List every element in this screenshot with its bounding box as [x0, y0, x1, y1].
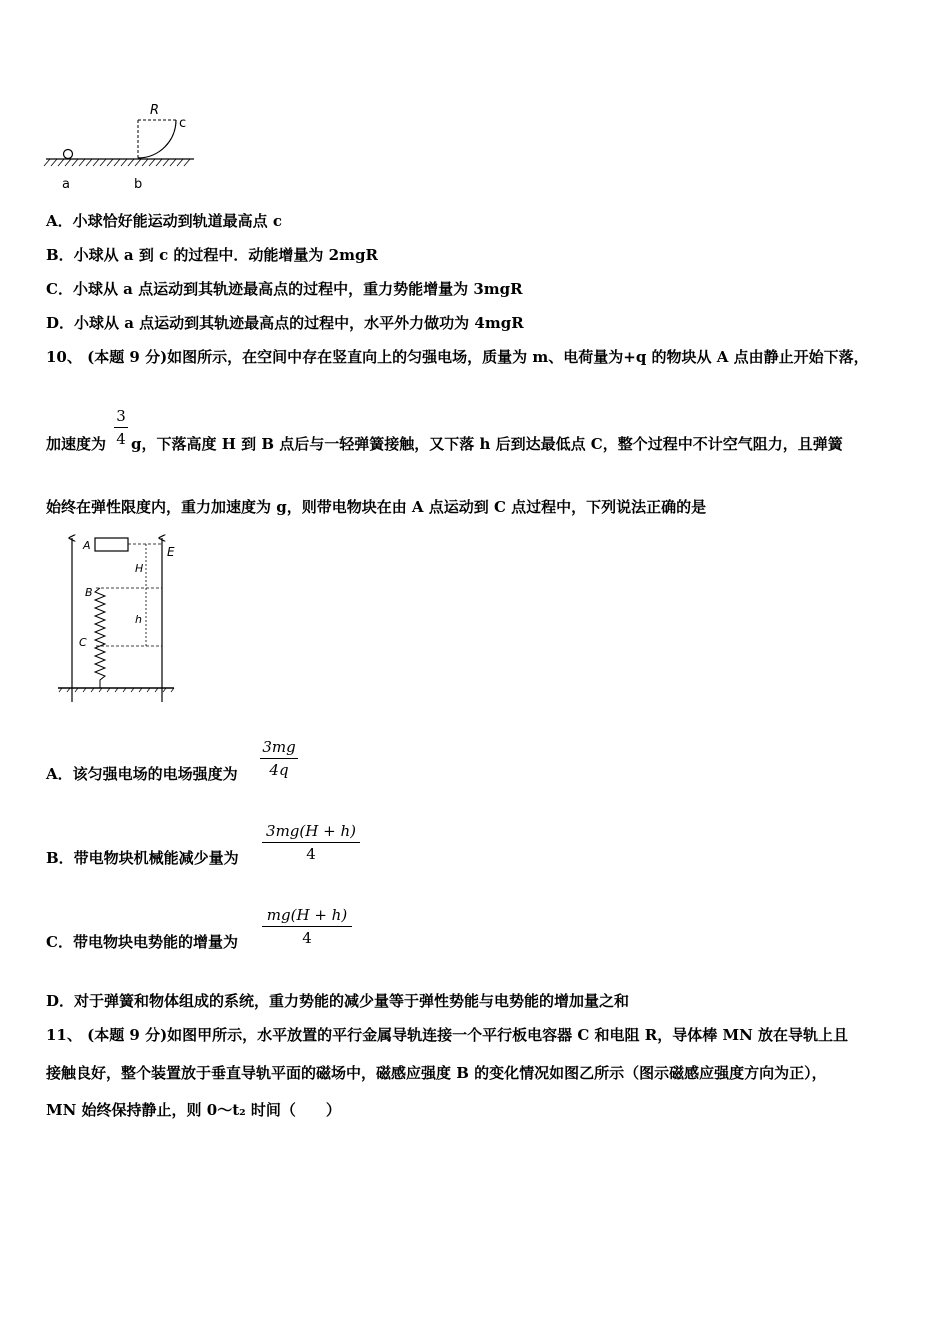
option-b-numerator: 3mg(H + h)	[266, 822, 356, 840]
spring-field-figure	[54, 530, 184, 705]
accel-numerator: 3	[116, 407, 126, 425]
q10-line-2-prefix: 加速度为	[46, 435, 107, 453]
q9-option-d: D．小球从 a 点运动到其轨迹最高点的过程中，水平外力做功为 4mgR	[46, 314, 524, 332]
accel-denominator: 4	[116, 430, 126, 448]
quarter-circle-track	[138, 120, 176, 158]
q9-option-c: C．小球从 a 点运动到其轨迹最高点的过程中，重力势能增量为 3mgR	[46, 280, 523, 298]
q10-option-c-fraction	[262, 906, 352, 947]
q10-option-a: A．该匀强电场的电场强度为	[46, 765, 238, 783]
q10-line-3: 始终在弹性限度内，重力加速度为 g，则带电物块在由 A 点运动到 C 点过程中，下列说法正确的是	[46, 498, 707, 516]
q10-option-b: B．带电物块机械能减少量为	[46, 849, 239, 867]
ball	[64, 150, 73, 159]
q10-accel-fraction	[114, 407, 128, 448]
label-b: b	[134, 177, 143, 192]
q10-line-2-suffix: g，下落高度 H 到 B 点后与一轻弹簧接触，又下落 h 后到达最低点 C，整个过程中不计空气阻力，且弹簧	[131, 435, 843, 453]
label-H: H	[135, 562, 144, 575]
q11-line-1: 11、 (本题 9 分)如图甲所示，水平放置的平行金属导轨连接一个平行板电容器 C 和电阻 R，导体棒 MN 放在导轨上且	[46, 1026, 849, 1044]
label-B: B	[85, 586, 93, 599]
q10-option-b-fraction	[262, 822, 360, 863]
q11-line-3: MN 始终保持静止，则 0～t₂ 时间（ ）	[46, 1101, 341, 1119]
label-h: h	[135, 613, 142, 626]
spring	[95, 588, 105, 688]
label-C: C	[79, 636, 87, 649]
q10-option-a-fraction	[260, 738, 298, 779]
label-A: A	[83, 539, 91, 552]
option-c-denominator: 4	[302, 929, 312, 947]
label-c: c	[179, 116, 187, 131]
track-figure	[40, 98, 210, 194]
label-E: E	[167, 545, 175, 559]
block-A	[95, 538, 128, 551]
q10-option-c: C．带电物块电势能的增量为	[46, 933, 238, 951]
option-a-denominator: 4q	[269, 761, 289, 779]
q11-line-2: 接触良好，整个装置放于垂直导轨平面的磁场中，磁感应强度 B 的变化情况如图乙所示（图示磁感应强度方向为正），	[46, 1064, 827, 1082]
option-b-denominator: 4	[306, 845, 316, 863]
label-R: R	[150, 103, 160, 118]
label-a: a	[62, 177, 70, 192]
option-c-numerator: mg(H + h)	[266, 906, 348, 924]
option-a-numerator: 3mg	[262, 738, 296, 756]
q10-option-d: D．对于弹簧和物体组成的系统，重力势能的减少量等于弹性势能与电势能的增加量之和	[46, 992, 630, 1010]
q9-option-b: B．小球从 a 到 c 的过程中．动能增量为 2mgR	[46, 246, 378, 264]
q10-line-1: 10、 (本题 9 分)如图所示，在空间中存在竖直向上的匀强电场，质量为 m、电荷量为+q 的物块从 A 点由静止开始下落，	[46, 348, 869, 366]
q9-option-a: A．小球恰好能运动到轨道最高点 c	[46, 212, 282, 230]
